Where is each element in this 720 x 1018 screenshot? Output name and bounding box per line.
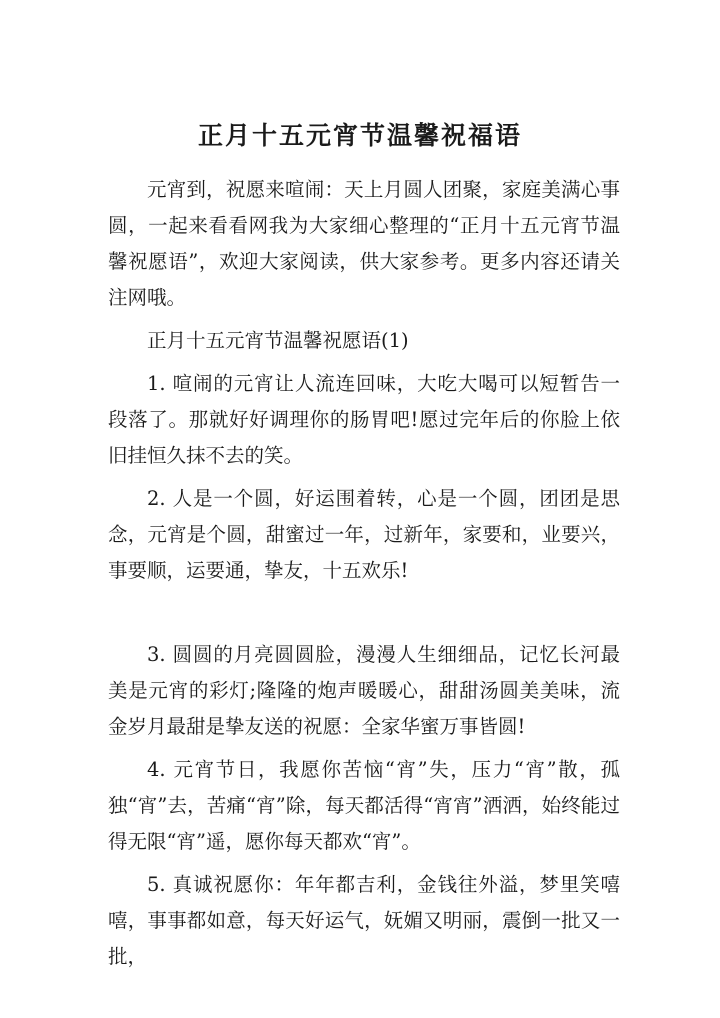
section-heading: 正月十五元宵节温馨祝愿语(1) — [147, 329, 409, 352]
intro-paragraph: 元宵到，祝愿来喧闹：天上月圆人团聚，家庭美满心事圆，一起来看看网我为大家细心整理的“正月十五元宵节温馨祝愿语”，欢迎大家阅读，供大家参考。更多内容还请关注网哦。 — [108, 178, 620, 309]
document-body — [108, 172, 620, 975]
document-title: 正月十五元宵节温馨祝福语 — [197, 121, 522, 150]
blessing-item-3: 3. 圆圆的月亮圆圆脸，漫漫人生细细品，记忆长河最美是元宵的彩灯;隆隆的炮声暖暖心，甜甜汤圆美美味，流金岁月最甜是挚友送的祝愿：全家华蜜万事皆圆! — [108, 643, 620, 738]
blessing-item-5: 5. 真诚祝愿你：年年都吉利，金钱往外溢，梦里笑嘻嘻，事事都如意，每天好运气，妩媚又明丽，震倒一批又一批， — [108, 873, 620, 968]
blessing-item-4: 4. 元宵节日，我愿你苦恼“宵”失，压力“宵”散，孤独“宵”去，苦痛“宵”除，每天都活得“宵宵”洒洒，始终能过得无限“宵”遥，愿你每天都欢“宵”。 — [108, 758, 620, 853]
blessing-item-1: 1. 喧闹的元宵让人流连回味，大吃大喝可以短暂告一段落了。那就好好调理你的肠胃吧!愿过完年后的你脸上依旧挂恒久抹不去的笑。 — [108, 372, 620, 467]
blessing-item-2: 2. 人是一个圆，好运围着转，心是一个圆，团团是思念，元宵是个圆，甜蜜过一年，过新年，家要和，业要兴，事要顺，运要通，挚友，十五欢乐! — [108, 487, 620, 582]
